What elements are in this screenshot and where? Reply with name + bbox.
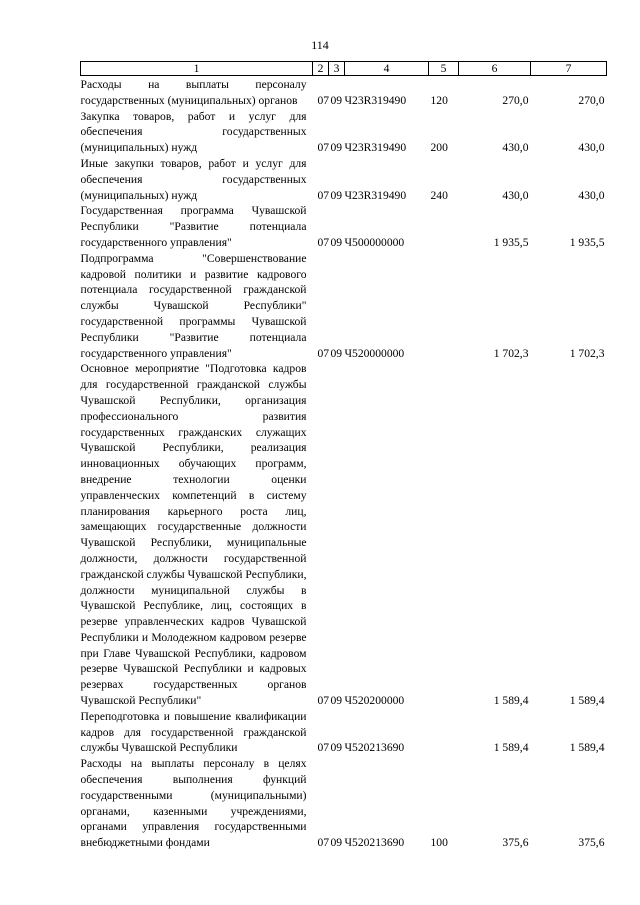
row-section: 07	[317, 836, 330, 850]
row-target-article: Ч520200000	[344, 694, 405, 708]
row-subsection: 09	[330, 141, 343, 155]
row-sum-2: 375,6	[578, 836, 605, 850]
row-name: Расходы на выплаты персоналу государственных (муниципальных) органов	[80, 78, 307, 107]
row-subsection: 09	[330, 346, 343, 360]
row-expense-type: 240	[430, 188, 448, 202]
row-sum-1: 1 702,3	[493, 346, 529, 360]
table-row	[81, 709, 607, 756]
row-subsection: 09	[330, 741, 343, 755]
table-row	[81, 156, 607, 203]
row-subsection: 09	[330, 235, 343, 249]
row-subsection: 09	[330, 694, 343, 708]
row-sum-1: 430,0	[502, 188, 529, 202]
table-row	[81, 76, 607, 109]
row-subsection: 09	[330, 93, 343, 107]
header-col-7: 7	[531, 62, 607, 76]
budget-table	[80, 61, 607, 851]
row-section: 07	[317, 93, 330, 107]
header-col-2: 2	[313, 62, 329, 76]
table-row	[81, 203, 607, 250]
row-target-article: Ч23R319490	[344, 141, 407, 155]
row-expense-type	[429, 361, 459, 709]
row-target-article: Ч500000000	[344, 235, 405, 249]
row-name: Расходы на выплаты персоналу в целях обеспечения выполнения функций государственными (муниципальными) органами, казенными учреждениями, органами управления государственными внебюджетными фондами	[80, 757, 307, 850]
row-target-article: Ч23R319490	[344, 188, 407, 202]
row-section: 07	[317, 235, 330, 249]
row-target-article: Ч520000000	[344, 346, 405, 360]
table-header-row	[81, 62, 607, 76]
row-expense-type	[429, 709, 459, 756]
row-expense-type: 120	[430, 93, 448, 107]
page-number: 114	[311, 38, 329, 52]
row-section: 07	[317, 741, 330, 755]
header-col-3: 3	[329, 62, 345, 76]
row-expense-type: 100	[430, 836, 448, 850]
row-name: Закупка товаров, работ и услуг для обеспечения государственных (муниципальных) нужд	[80, 109, 307, 155]
row-target-article: Ч520213690	[344, 741, 405, 755]
row-sum-2: 1 589,4	[569, 694, 605, 708]
row-sum-1: 1 589,4	[493, 694, 529, 708]
row-subsection: 09	[330, 188, 343, 202]
table-row	[81, 109, 607, 156]
row-sum-2: 1 702,3	[569, 346, 605, 360]
table-row	[81, 361, 607, 709]
table-row	[81, 251, 607, 362]
row-sum-1: 270,0	[502, 93, 529, 107]
row-name: Основное мероприятие "Подготовка кадров для государственной гражданской службы Чувашской Республики, организация профессионального развития государственных гражданских служащих Чувашской Республики, реализация инновационных обучающих программ, внедрение технологии оценки управленческих компетенций в систему планирования карьерного роста лиц, замещающих государственные должности Чувашской Республики, муниципальные должности, должности государственной гражданской службы Чувашской Республики, должности муниципальной службы в Чувашской Республике, лиц, состоящих в резерве управленческих кадров Чувашской Республики и Молодежном кадровом резерве при Главе Чувашской Республики, кадровом резерве Чувашской Республики и кадровых резервах государственных органов Чувашской Республики"	[80, 362, 307, 708]
row-target-article: Ч23R319490	[344, 93, 407, 107]
row-sum-2: 430,0	[578, 141, 605, 155]
row-section: 07	[317, 141, 330, 155]
row-name: Государственная программа Чувашской Республики "Развитие потенциала государственного управления"	[80, 204, 307, 249]
row-target-article: Ч520213690	[344, 836, 405, 850]
row-section: 07	[317, 188, 330, 202]
row-sum-2: 270,0	[578, 93, 605, 107]
row-sum-2: 1 589,4	[569, 741, 605, 755]
row-sum-1: 1 935,5	[493, 235, 529, 249]
row-section: 07	[317, 694, 330, 708]
header-col-4: 4	[345, 62, 429, 76]
row-section: 07	[317, 346, 330, 360]
row-sum-1: 375,6	[502, 836, 529, 850]
row-sum-2: 430,0	[578, 188, 605, 202]
row-expense-type	[429, 203, 459, 250]
row-name: Иные закупки товаров, работ и услуг для обеспечения государственных (муниципальных) нужд	[80, 156, 307, 202]
row-name: Подпрограмма "Совершенствование кадровой политики и развитие кадрового потенциала государственной гражданской службы Чувашской Республики" государственной программы Чувашской Республики "Развитие потенциала государственного управления"	[80, 251, 307, 360]
row-expense-type	[429, 251, 459, 362]
row-expense-type: 200	[430, 141, 448, 155]
row-subsection: 09	[330, 836, 343, 850]
row-sum-2: 1 935,5	[569, 235, 605, 249]
row-sum-1: 1 589,4	[493, 741, 529, 755]
table-row	[81, 756, 607, 851]
header-col-1: 1	[81, 62, 313, 76]
header-col-6: 6	[459, 62, 531, 76]
row-sum-1: 430,0	[502, 141, 529, 155]
header-col-5: 5	[429, 62, 459, 76]
row-name: Переподготовка и повышение квалификации кадров для государственной гражданской службы Чувашской Республики	[80, 709, 307, 755]
